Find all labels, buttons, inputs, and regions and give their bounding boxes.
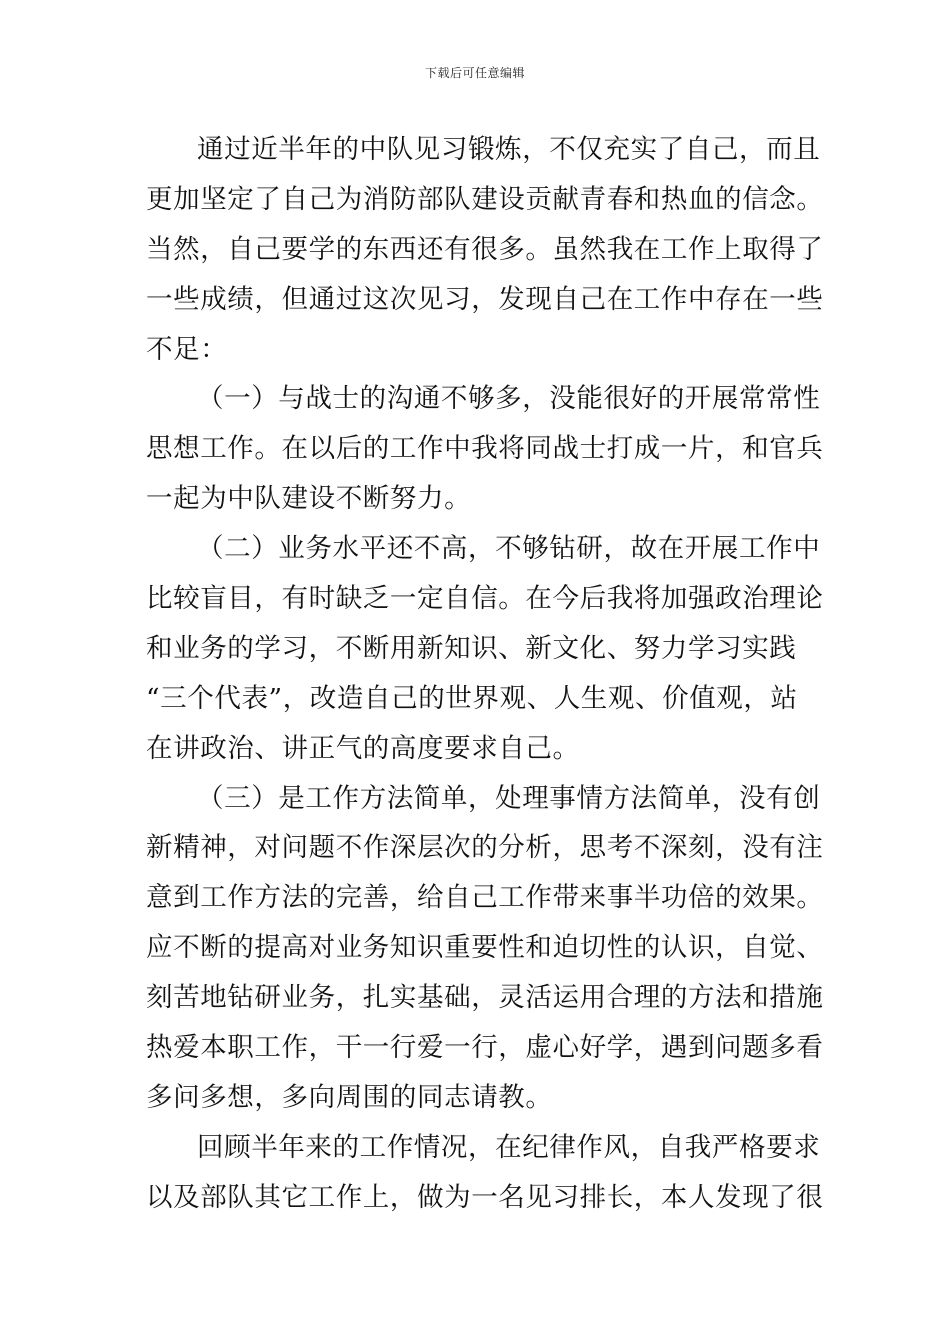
text-line: 热爱本职工作，干一行爱一行，虚心好学，遇到问题多看: [146, 1032, 824, 1063]
text-line: （一）与战士的沟通不够多，没能很好的开展常常性: [197, 383, 821, 414]
text-line: 应不断的提高对业务知识重要性和迫切性的认识，自觉、: [146, 932, 824, 963]
text-line: 一些成绩，但通过这次见习，发现自己在工作中存在一些: [146, 284, 824, 315]
text-line: 当然，自己要学的东西还有很多。虽然我在工作上取得了: [146, 234, 824, 265]
text-line: 不足：: [146, 334, 228, 365]
page-header: 下载后可任意编辑: [424, 66, 525, 80]
text-line: “三个代表”，改造自己的世界观、人生观、价值观，站: [146, 683, 798, 714]
text-line: 新精神，对问题不作深层次的分析，思考不深刻，没有注: [146, 832, 824, 863]
text-line: 比较盲目，有时缺乏一定自信。在今后我将加强政治理论: [146, 583, 824, 614]
text-line: （三）是工作方法简单，处理事情方法简单，没有创: [197, 783, 821, 814]
text-line: 以及部队其它工作上，做为一名见习排长，本人发现了很: [146, 1182, 824, 1213]
text-line: 刻苦地钻研业务，扎实基础，灵活运用合理的方法和措施: [146, 982, 824, 1013]
text-line: 通过近半年的中队见习锻炼，不仅充实了自己，而且: [197, 134, 821, 165]
text-line: （二）业务水平还不高，不够钻研，故在开展工作中: [197, 533, 821, 564]
text-line: 意到工作方法的完善，给自己工作带来事半功倍的效果。: [146, 882, 824, 913]
text-line: 更加坚定了自己为消防部队建设贡献青春和热血的信念。: [146, 184, 824, 215]
text-line: 思想工作。在以后的工作中我将同战士打成一片，和官兵: [146, 433, 824, 464]
text-line: 在讲政治、讲正气的高度要求自己。: [146, 733, 580, 764]
text-line: 回顾半年来的工作情况，在纪律作风，自我严格要求: [197, 1132, 821, 1163]
text-line: 和业务的学习，不断用新知识、新文化、努力学习实践: [146, 633, 797, 664]
text-line: 多问多想，多向周围的同志请教。: [146, 1082, 553, 1113]
text-line: 一起为中队建设不断努力。: [146, 483, 472, 514]
